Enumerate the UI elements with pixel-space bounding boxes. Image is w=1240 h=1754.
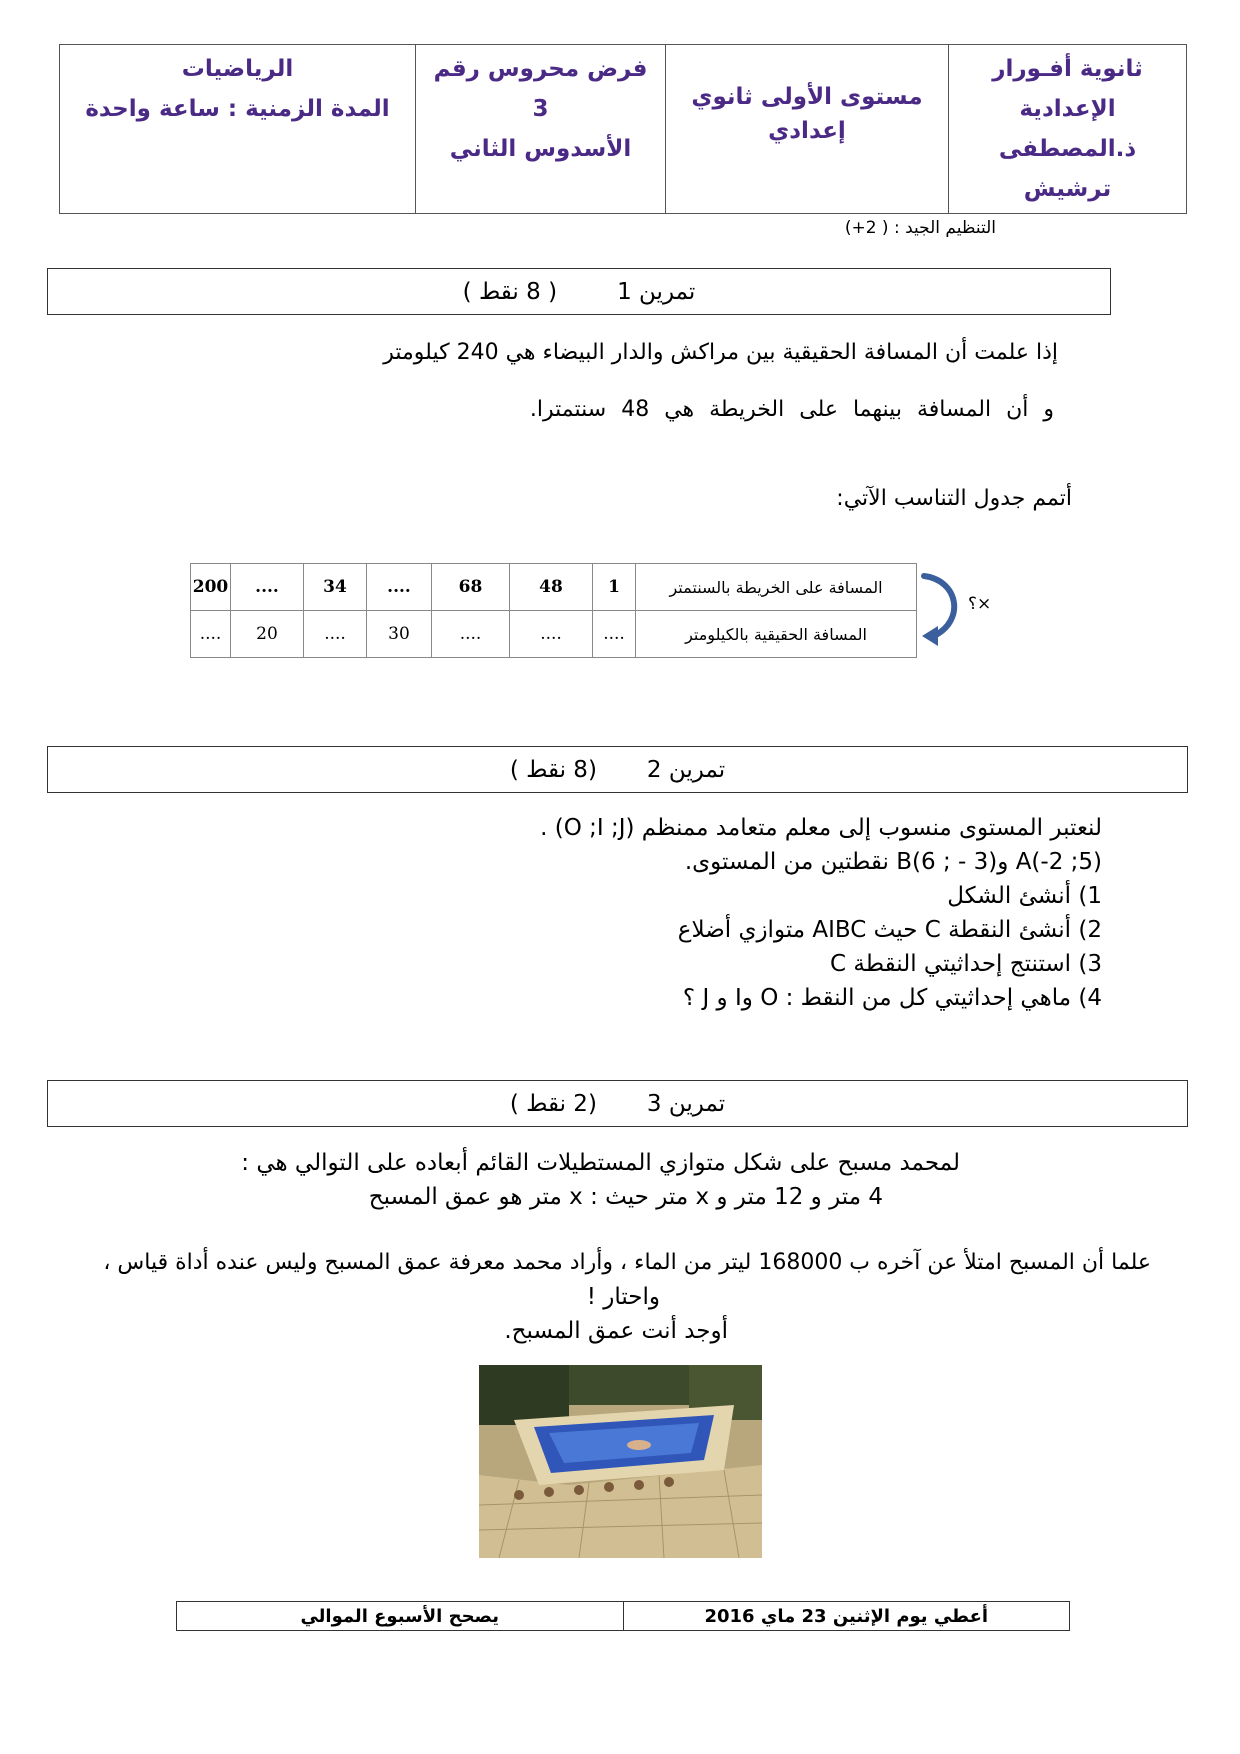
table-cell: .... bbox=[191, 611, 231, 658]
exercise2-points-line: A(-2 ;5) و(3 - ; B(6 نقطتين من المستوى. bbox=[684, 849, 1102, 875]
header-table bbox=[59, 44, 1187, 214]
exercise2-intro: لنعتبر المستوى منسوب إلى معلم متعامد ممنظم (O ;I ;J) . bbox=[540, 815, 1102, 841]
exercise3-points: (2 نقط ) bbox=[509, 1090, 597, 1117]
exercise2-title-box bbox=[47, 746, 1188, 793]
row2-label: المسافة الحقيقية بالكيلومتر bbox=[636, 611, 917, 658]
table-cell: .... bbox=[432, 611, 510, 658]
exercise2-question-3: 3) استنتج إحداثيتي النقطة C bbox=[830, 951, 1102, 977]
exercise3-line3: علما أن المسبح امتلأ عن آخره ب 168000 ليتر من الماء ، وأراد محمد معرفة عمق المسبح وليس عنده أداة قياس ، bbox=[103, 1250, 1151, 1275]
table-cell: 30 bbox=[367, 611, 432, 658]
table-cell: .... bbox=[231, 564, 304, 611]
exercise2-title: تمرين 2 bbox=[646, 756, 726, 783]
footer-table bbox=[176, 1601, 1070, 1631]
level-line2: إعدادي bbox=[768, 118, 846, 144]
exercise1-title-box bbox=[47, 268, 1111, 315]
exercise1-title: تمرين 1 bbox=[617, 278, 696, 305]
header-exam-cell bbox=[416, 45, 666, 214]
exercise3-line4: واحتار ! bbox=[586, 1284, 660, 1310]
organization-note: التنظيم الجيد : ( 2+) bbox=[844, 218, 996, 238]
table-cell: 48 bbox=[510, 564, 593, 611]
exercise1-line1: إذا علمت أن المسافة الحقيقية بين مراكش والدار البيضاء هي 240 كيلومتر bbox=[383, 340, 1058, 365]
exercise3-line2: 4 متر و 12 متر و x متر حيث : x متر هو عمق المسبح bbox=[368, 1184, 883, 1210]
subject: الرياضيات bbox=[181, 56, 294, 82]
header-subject-cell bbox=[60, 45, 416, 214]
exercise1-line2: و أن المسافة بينهما على الخريطة هي 48 سنتمترا. bbox=[529, 397, 1054, 422]
teacher-name: ذ.المصطفى ترشيش bbox=[998, 136, 1137, 202]
pool-photo bbox=[479, 1365, 762, 1558]
level-line1: مستوى الأولى ثانوي bbox=[691, 84, 923, 110]
curved-arrow-icon bbox=[918, 570, 968, 650]
exercise3-title: تمرين 3 bbox=[646, 1090, 726, 1117]
table-cell: .... bbox=[510, 611, 593, 658]
table-cell: 1 bbox=[593, 564, 636, 611]
table-cell: .... bbox=[367, 564, 432, 611]
table-row bbox=[191, 564, 917, 611]
exercise3-title-box bbox=[47, 1080, 1188, 1127]
table-cell: 20 bbox=[231, 611, 304, 658]
header-level-cell bbox=[666, 45, 949, 214]
table-cell: .... bbox=[593, 611, 636, 658]
exercise2-points: (8 نقط ) bbox=[509, 756, 597, 783]
exercise2-question-1: 1) أنشئ الشكل bbox=[947, 883, 1102, 909]
proportion-table bbox=[190, 563, 917, 658]
school-name: ثانوية أفـورار الإعدادية bbox=[992, 56, 1143, 122]
exercise2-question-4: 4) ماهي إحداثيتي كل من النقط : O وI و J ؟ bbox=[682, 985, 1102, 1011]
row1-label: المسافة على الخريطة بالسنتمتر bbox=[636, 564, 917, 611]
table-cell: .... bbox=[304, 611, 367, 658]
correction-note: يصحح الأسبوع الموالي bbox=[177, 1602, 624, 1631]
given-date: أعطي يوم الإثنين 23 ماي 2016 bbox=[623, 1602, 1070, 1631]
exercise1-instruction: أتمم جدول التناسب الآتي: bbox=[836, 486, 1072, 511]
table-cell: 68 bbox=[432, 564, 510, 611]
table-cell: 200 bbox=[191, 564, 231, 611]
exercise3-line5: أوجد أنت عمق المسبح. bbox=[504, 1318, 728, 1344]
exercise2-question-2: 2) أنشئ النقطة C حيث AIBC متوازي أضلاع bbox=[677, 917, 1102, 943]
exercise1-points: ( 8 نقط ) bbox=[462, 278, 558, 305]
table-row bbox=[191, 611, 917, 658]
exercise3-line1: لمحمد مسبح على شكل متوازي المستطيلات القائم أبعاده على التوالي هي : bbox=[241, 1150, 960, 1176]
exam-title: فرض محروس رقم 3 bbox=[433, 56, 648, 122]
table-cell: 34 bbox=[304, 564, 367, 611]
semester: الأسدوس الثاني bbox=[449, 136, 632, 162]
duration: المدة الزمنية : ساعة واحدة bbox=[85, 96, 390, 122]
arrow-label: ×؟ bbox=[968, 594, 992, 614]
header-school-cell bbox=[949, 45, 1187, 214]
